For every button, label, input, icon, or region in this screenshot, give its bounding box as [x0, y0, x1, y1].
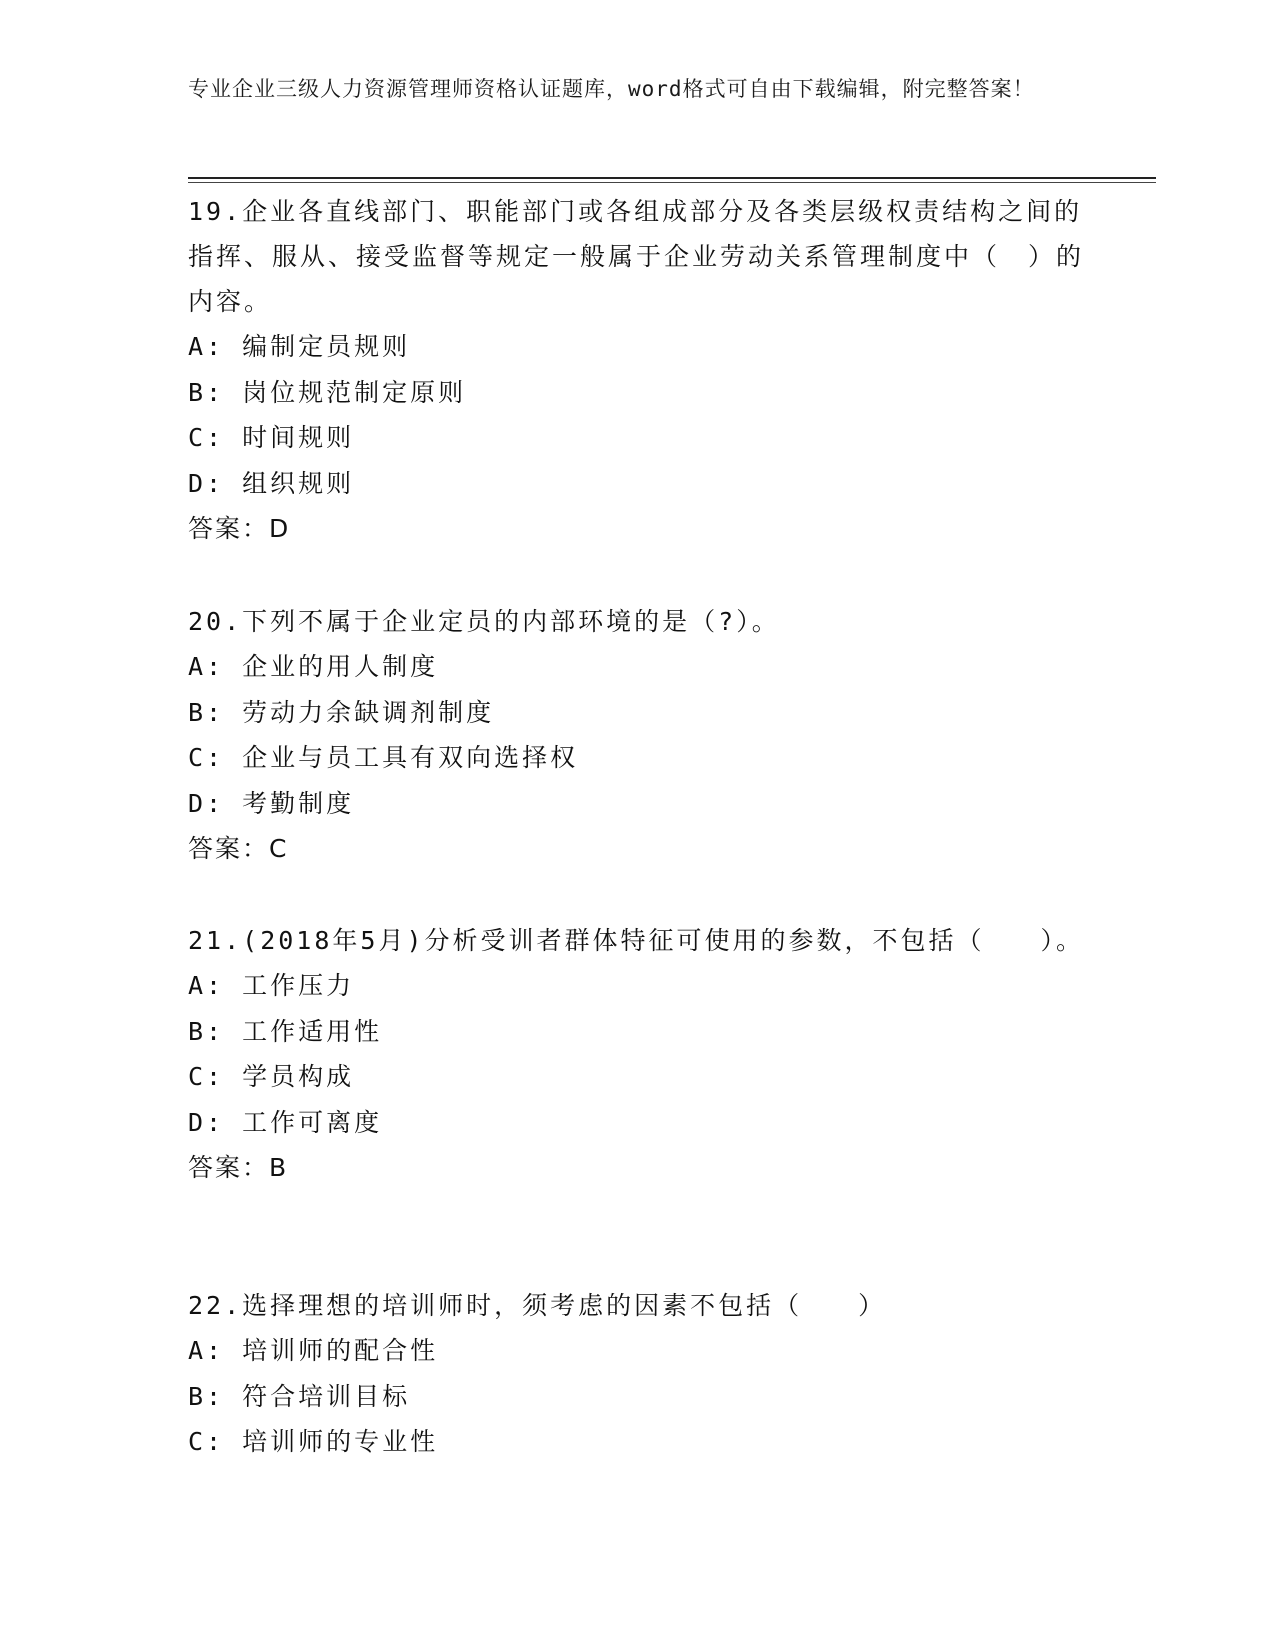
question-stem: 19.企业各直线部门、职能部门或各组成部分及各类层级权责结构之间的指挥、服从、接受监督等规定一般属于企业劳动关系管理制度中（ ）的内容。 [188, 197, 1085, 316]
header-divider-thin [188, 182, 1156, 183]
question-stem: 21.(2018年5月)分析受训者群体特征可使用的参数，不包括（ ）。 [188, 926, 1085, 955]
answer-line: 答案：B [188, 1153, 289, 1182]
question-stem: 22.选择理想的培训师时，须考虑的因素不包括（ ） [188, 1291, 887, 1320]
option-c: C: 培训师的专业性 [188, 1427, 439, 1456]
option-c: C: 学员构成 [188, 1062, 355, 1091]
option-d: D: 工作可离度 [188, 1107, 383, 1137]
option-b: B: 符合培训目标 [188, 1381, 411, 1411]
option-b: B: 劳动力余缺调剂制度 [188, 697, 495, 727]
answer-line: 答案：D [188, 514, 291, 543]
option-c: C: 企业与员工具有双向选择权 [188, 743, 579, 772]
question-stem: 20.下列不属于企业定员的内部环境的是（?）。 [188, 607, 780, 636]
document-header-note: 专业企业三级人力资源管理师资格认证题库，word格式可自由下载编辑，附完整答案！ [188, 77, 1035, 101]
option-a: A: 编制定员规则 [188, 332, 411, 361]
question-21 [188, 918, 1088, 1191]
option-d: D: 考勤制度 [188, 788, 355, 818]
question-20 [188, 599, 1088, 872]
answer-line: 答案：C [188, 834, 289, 863]
option-b: B: 岗位规范制定原则 [188, 377, 467, 407]
option-c: C: 时间规则 [188, 423, 355, 452]
option-a: A: 工作压力 [188, 971, 355, 1000]
option-b: B: 工作适用性 [188, 1016, 383, 1046]
header-divider-thick [188, 177, 1156, 179]
question-22 [188, 1283, 1088, 1465]
option-a: A: 培训师的配合性 [188, 1336, 439, 1365]
option-d: D: 组织规则 [188, 468, 355, 498]
question-19 [188, 189, 1088, 552]
option-a: A: 企业的用人制度 [188, 652, 439, 681]
